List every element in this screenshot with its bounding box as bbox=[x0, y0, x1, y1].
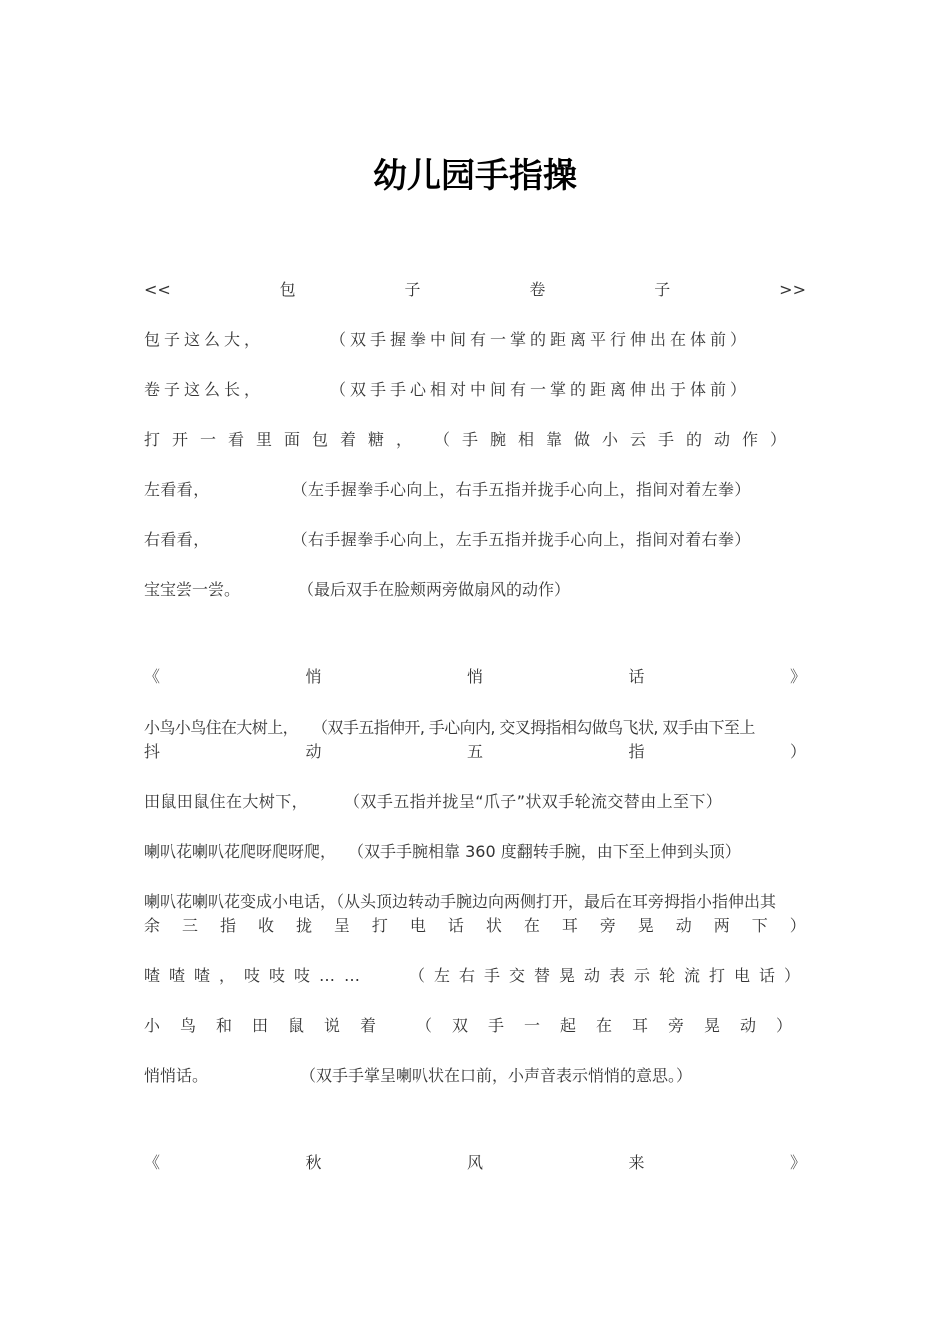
note-char: 耳 bbox=[561, 916, 578, 935]
note-char: 指 bbox=[219, 916, 236, 935]
note-char: 状 bbox=[485, 916, 502, 935]
page-title: 幼儿园手指操 bbox=[373, 156, 577, 196]
action-note: （从头顶边转动手腕边向两侧打开，最后在耳旁拇指小指伸出其 bbox=[336, 892, 777, 911]
note-char: 话 bbox=[447, 916, 464, 935]
verse-line-continued bbox=[144, 740, 806, 764]
verse-text: 右看看， bbox=[144, 530, 210, 549]
action-note: （双手五指并拢呈“爪子”状双手轮流交替由上至下） bbox=[344, 792, 723, 811]
heading-char: 话 bbox=[628, 667, 645, 686]
verse-line bbox=[144, 528, 806, 552]
action-note: （左手握拳手心向上，右手五指并拢手心向上，指间对着左拳） bbox=[291, 480, 751, 499]
section-heading-qiaoqiaohua bbox=[144, 665, 806, 689]
verse-line bbox=[144, 478, 806, 502]
verse-text: 喇叭花喇叭花变成小电话， bbox=[144, 892, 337, 911]
heading-char: 包 bbox=[279, 280, 296, 299]
verse-text: 田鼠田鼠住在大树下， bbox=[144, 792, 309, 811]
heading-char: 风 bbox=[466, 1153, 483, 1172]
verse-text: 打开一看里面包着糖， bbox=[144, 430, 425, 449]
note-char: 抖 bbox=[144, 742, 161, 761]
note-char: 动 bbox=[305, 742, 322, 761]
section-heading-qiufenglai bbox=[144, 1151, 806, 1175]
verse-line bbox=[144, 1064, 806, 1088]
heading-char: 秋 bbox=[305, 1153, 322, 1172]
heading-char: 子 bbox=[404, 280, 421, 299]
note-char: 在 bbox=[523, 916, 540, 935]
verse-text: 宝宝尝一尝。 bbox=[144, 580, 241, 599]
verse-line-continued bbox=[144, 914, 806, 938]
note-char: 余 bbox=[144, 916, 161, 935]
action-note: （双手手心相对中间有一掌的距离伸出于体前） bbox=[330, 380, 751, 399]
verse-line bbox=[144, 964, 810, 988]
action-note: （双手一起在耳旁晃动） bbox=[416, 1016, 813, 1035]
verse-line bbox=[144, 428, 806, 452]
section-heading-baozi bbox=[144, 278, 806, 302]
verse-text: 左看看， bbox=[144, 480, 210, 499]
verse-line bbox=[144, 790, 806, 814]
verse-text: 悄悄话。 bbox=[144, 1066, 209, 1085]
note-char: 收 bbox=[257, 916, 274, 935]
verse-line bbox=[144, 1014, 813, 1038]
heading-char: << bbox=[144, 280, 171, 299]
verse-line bbox=[144, 328, 806, 352]
note-char: 下 bbox=[751, 916, 768, 935]
verse-text: 小鸟小鸟住在大树上， bbox=[144, 718, 299, 737]
note-char: ） bbox=[789, 742, 806, 761]
note-char: 拢 bbox=[295, 916, 312, 935]
heading-char: 》 bbox=[789, 1153, 806, 1172]
verse-text: 喇叭花喇叭花爬呀爬呀爬， bbox=[144, 842, 337, 861]
verse-text: 包子这么大， bbox=[144, 330, 265, 349]
heading-char: 悄 bbox=[305, 667, 322, 686]
heading-char: 卷 bbox=[529, 280, 546, 299]
heading-char: 来 bbox=[628, 1153, 645, 1172]
note-char: 动 bbox=[675, 916, 692, 935]
heading-char: 子 bbox=[654, 280, 671, 299]
action-note: （双手手掌呈喇叭状在口前，小声音表示悄悄的意思。） bbox=[300, 1066, 693, 1085]
verse-line bbox=[144, 378, 806, 402]
action-note: （最后双手在脸颊两旁做扇风的动作） bbox=[298, 580, 571, 599]
verse-line bbox=[144, 578, 806, 602]
note-char: 五 bbox=[466, 742, 483, 761]
verse-text: 喳喳喳，吱吱吱…… bbox=[144, 966, 370, 985]
verse-line bbox=[144, 716, 806, 740]
action-note: （双手手腕相靠 360 度翻转手腕，由下至上伸到头顶） bbox=[348, 842, 741, 861]
note-char: ） bbox=[789, 916, 806, 935]
verse-line bbox=[144, 840, 806, 864]
action-note: （双手握拳中间有一掌的距离平行伸出在体前） bbox=[330, 330, 751, 349]
action-note: （双手五指伸开, 手心向内, 交叉拇指相勾做鸟飞状, 双手由下至上 bbox=[312, 718, 755, 737]
note-char: 打 bbox=[371, 916, 388, 935]
note-char: 呈 bbox=[333, 916, 350, 935]
heading-char: 》 bbox=[789, 667, 806, 686]
note-char: 旁 bbox=[599, 916, 616, 935]
note-char: 指 bbox=[628, 742, 645, 761]
verse-text: 卷子这么长， bbox=[144, 380, 265, 399]
heading-char: >> bbox=[779, 280, 806, 299]
note-char: 电 bbox=[409, 916, 426, 935]
heading-char: 《 bbox=[144, 1153, 161, 1172]
action-note: （右手握拳手心向上，左手五指并拢手心向上，指间对着右拳） bbox=[291, 530, 751, 549]
note-char: 晃 bbox=[637, 916, 654, 935]
note-char: 三 bbox=[181, 916, 198, 935]
heading-char: 悄 bbox=[466, 667, 483, 686]
verse-line bbox=[144, 890, 806, 914]
verse-text: 小鸟和田鼠说着 bbox=[144, 1016, 397, 1035]
action-note: （手腕相靠做小云手的动作） bbox=[434, 430, 799, 449]
note-char: 两 bbox=[713, 916, 730, 935]
heading-char: 《 bbox=[144, 667, 161, 686]
action-note: （左右手交替晃动表示轮流打电话） bbox=[409, 966, 810, 985]
